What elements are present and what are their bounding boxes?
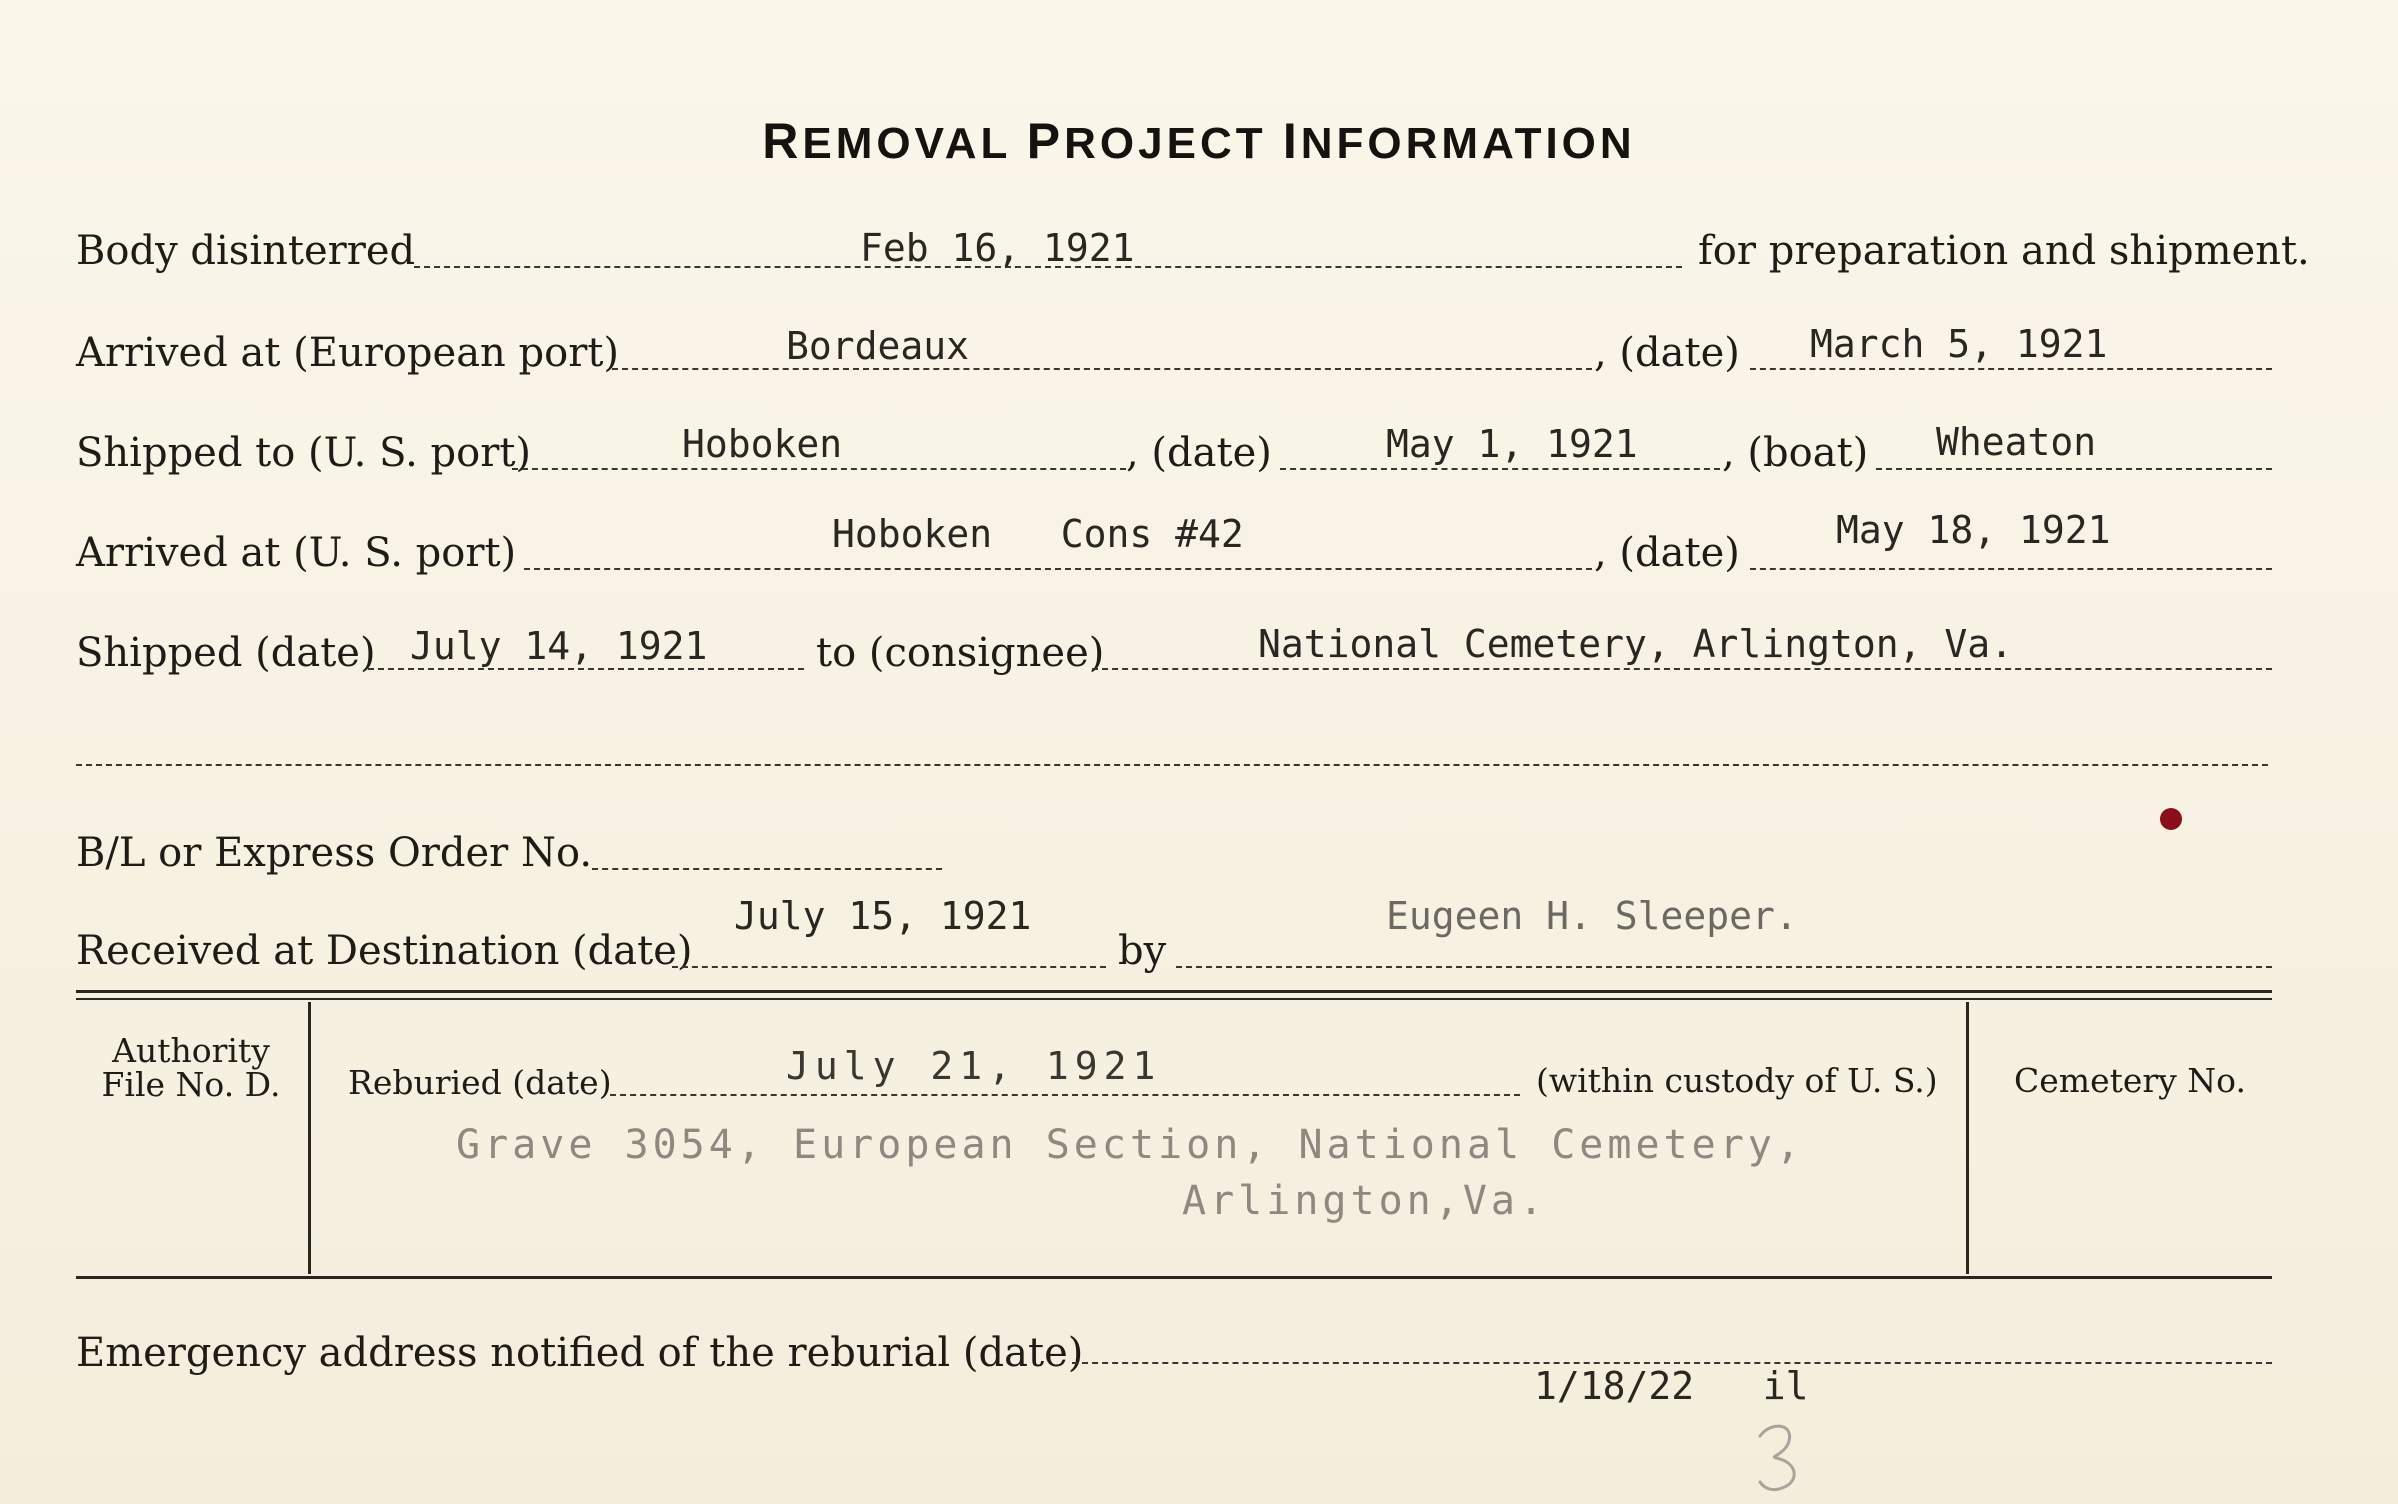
shipped-us-boat-label: , (boat)	[1722, 430, 1869, 476]
grave-line-1: Grave 3054, European Section, National Cemetery,	[456, 1122, 1804, 1168]
disinterred-suffix: for preparation and shipment.	[1698, 228, 2310, 274]
bl-line	[592, 868, 942, 870]
shipped-us-value: Hoboken	[682, 422, 843, 466]
bl-label: B/L or Express Order No.	[76, 830, 593, 876]
box-divider-right	[1966, 1002, 1969, 1274]
disinterred-value: Feb 16, 1921	[860, 226, 1135, 270]
received-label: Received at Destination (date)	[76, 928, 693, 974]
shipped-us-date-line	[1280, 468, 1720, 470]
european-port-date-line	[1750, 368, 2272, 370]
arrived-us-date: May 18, 1921	[1836, 508, 2111, 552]
european-port-label: Arrived at (European port)	[76, 330, 620, 376]
authority-label: Authority File No. D.	[101, 1031, 281, 1104]
blank-line	[76, 764, 2268, 766]
reburied-date: July 21, 1921	[786, 1044, 1162, 1088]
received-by-label: by	[1118, 928, 1167, 974]
received-by-line	[1176, 966, 2272, 968]
shipped-us-line	[512, 468, 1126, 470]
consignee-label: to (consignee)	[816, 630, 1105, 676]
grave-line-2: Arlington,Va.	[1182, 1178, 1548, 1224]
pencil-mark-icon	[1752, 1418, 1812, 1498]
shipped-us-boat-line	[1876, 468, 2272, 470]
box-top-rule-2	[76, 998, 2272, 1000]
cemetery-no-label: Cemetery No.	[2014, 1061, 2246, 1100]
received-date: July 15, 1921	[734, 894, 1032, 938]
received-date-line	[672, 966, 1106, 968]
european-port-line	[612, 368, 1592, 370]
box-divider-left	[308, 1002, 311, 1274]
box-top-rule-1	[76, 990, 2272, 993]
card-title: REMOVAL PROJECT INFORMATION	[762, 113, 1636, 169]
shipped-us-label: Shipped to (U. S. port)	[76, 430, 531, 476]
shipped-date: July 14, 1921	[410, 624, 708, 668]
european-port-date-label: , (date)	[1594, 330, 1740, 376]
arrived-us-date-label: , (date)	[1594, 530, 1740, 576]
arrived-us-value: Hoboken Cons #42	[832, 512, 1244, 556]
shipped-us-date: May 1, 1921	[1386, 422, 1638, 466]
emergency-value: 1/18/22 il	[1534, 1364, 1809, 1408]
disinterred-label: Body disinterred	[76, 228, 416, 274]
consignee-line	[1092, 668, 2272, 670]
reburied-label: Reburied (date)	[348, 1063, 612, 1102]
reburied-line	[610, 1094, 1520, 1096]
arrived-us-line	[524, 568, 1592, 570]
arrived-us-date-line	[1750, 568, 2272, 570]
received-by: Eugeen H. Sleeper.	[1386, 894, 1798, 938]
ink-stamp-dot	[2160, 808, 2182, 830]
shipped-us-date-label: , (date)	[1126, 430, 1272, 476]
custody-label: (within custody of U. S.)	[1536, 1061, 1938, 1100]
arrived-us-label: Arrived at (U. S. port)	[76, 530, 517, 576]
box-bottom-rule	[76, 1276, 2272, 1279]
shipped-us-boat: Wheaton	[1936, 420, 2097, 464]
european-port-date: March 5, 1921	[1810, 322, 2108, 366]
shipped-date-label: Shipped (date)	[76, 630, 376, 676]
shipped-date-line	[368, 668, 804, 670]
emergency-label: Emergency address notified of the reburial (date)	[76, 1330, 1084, 1376]
european-port-value: Bordeaux	[786, 324, 970, 368]
consignee-value: National Cemetery, Arlington, Va.	[1258, 622, 2013, 666]
